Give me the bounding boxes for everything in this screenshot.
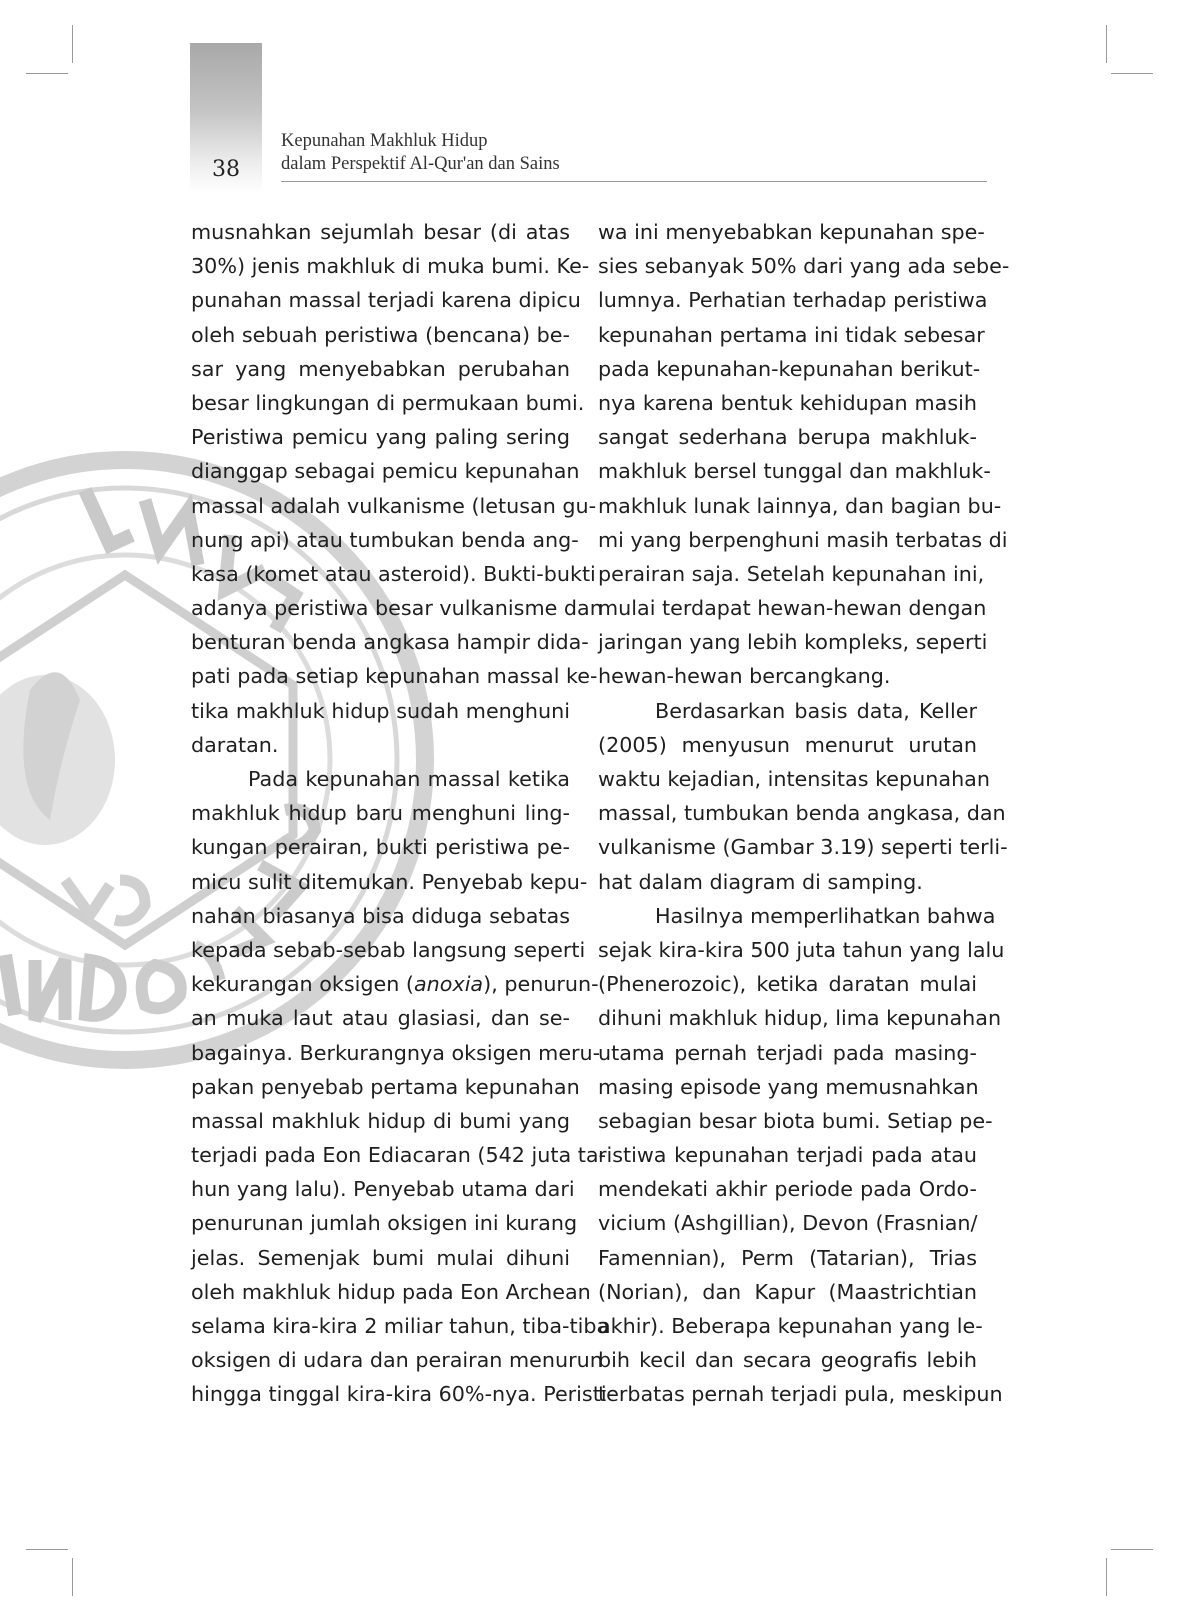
text-line: besar lingkungan di permukaan bumi.	[191, 390, 585, 415]
text-line: dihuni makhluk hidup, lima kepunahan	[598, 1006, 1002, 1031]
crop-mark	[1111, 1549, 1153, 1550]
text-line: (Phenerozoic), ketika daratan mulai	[598, 972, 977, 997]
header-rule	[281, 181, 987, 182]
text-line: hun yang lalu). Penyebab utama dari	[191, 1177, 575, 1202]
text-line: sebagian besar biota bumi. Setiap pe-	[598, 1108, 993, 1133]
text-line: perairan saja. Setelah kepunahan ini,	[598, 561, 985, 586]
italic-term: anoxia	[414, 972, 484, 997]
text-line: Peristiwa pemicu yang paling sering	[191, 425, 570, 450]
text-line: makhluk hidup baru menghuni ling-	[191, 801, 570, 826]
text-line: terjadi pada Eon Ediacaran (542 juta ta-	[191, 1143, 606, 1168]
text-line: akhir). Beberapa kepunahan yang le-	[598, 1314, 983, 1338]
crop-mark	[1106, 25, 1107, 63]
text-line: selama kira-kira 2 miliar tahun, tiba-tiba	[191, 1314, 610, 1338]
paragraph-end-line: hewan-hewan bercangkang.	[598, 664, 891, 689]
text-line: punahan massal terjadi karena dipicu	[191, 288, 581, 313]
text-line: makhluk lunak lainnya, dan bagian bu-	[598, 493, 1002, 518]
text-line: nahan biasanya bisa diduga sebatas	[191, 903, 570, 928]
running-head	[281, 130, 560, 176]
text-line: waktu kejadian, intensitas kepunahan	[598, 767, 990, 791]
text-line: massal, tumbukan benda angkasa, dan	[598, 801, 1006, 826]
text-line: kasa (komet atau asteroid). Bukti-bukti	[191, 561, 596, 586]
left-column	[191, 215, 615, 1412]
text-line: massal adalah vulkanisme (letusan gu-	[191, 493, 597, 518]
text-line: benturan benda angkasa hampir dida-	[191, 630, 589, 655]
text-line: dianggap sebagai pemicu kepunahan	[191, 459, 580, 484]
text-line: wa ini menyebabkan kepunahan spe-	[598, 220, 985, 244]
paragraph-end-line: hat dalam diagram di samping.	[598, 869, 923, 894]
text-line: lumnya. Perhatian terhadap peristiwa	[598, 288, 988, 313]
text-line: (Norian), dan Kapur (Maastrichtian	[598, 1279, 977, 1304]
text-line: mi yang berpenghuni masih terbatas di	[598, 527, 1008, 552]
text-line: micu sulit ditemukan. Penyebab kepu-	[191, 869, 588, 894]
paragraph-first-line: Pada kepunahan massal ketika	[248, 767, 570, 791]
text-line: tika makhluk hidup sudah menghuni	[191, 698, 570, 723]
text-line: bih kecil dan secara geografis lebih	[598, 1348, 977, 1373]
text-line: hingga tinggal kira-kira 60%-nya. Peristi-	[191, 1382, 615, 1407]
running-title-line-1: Kepunahan Makhluk Hidup	[281, 131, 488, 151]
text-line: utama pernah terjadi pada masing-	[598, 1040, 977, 1065]
text-line: sangat sederhana berupa makhluk-	[598, 425, 977, 450]
text-line: (2005) menyusun menurut urutan	[598, 732, 977, 757]
text-line: jelas. Semenjak bumi mulai dihuni	[191, 1245, 570, 1270]
crop-mark	[72, 25, 73, 63]
text-line: pada kepunahan-kepunahan berikut-	[598, 356, 981, 381]
text-line: kepada sebab-sebab langsung seperti	[191, 937, 586, 962]
text-line: pakan penyebab pertama kepunahan	[191, 1074, 580, 1099]
text-line: mendekati akhir periode pada Ordo-	[598, 1177, 977, 1202]
text-fragment: ), penurun-	[483, 972, 599, 997]
text-line: musnahkan sejumlah besar (di atas	[191, 220, 570, 244]
text-line: mulai terdapat hewan-hewan dengan	[598, 596, 987, 621]
page-number: 38	[212, 157, 240, 182]
text-line: oksigen di udara dan perairan menurun	[191, 1348, 603, 1373]
text-line: sies sebanyak 50% dari yang ada sebe-	[598, 254, 1010, 279]
text-line: bagainya. Berkurangnya oksigen meru-	[191, 1040, 601, 1065]
text-line: sar yang menyebabkan perubahan	[191, 356, 570, 381]
text-line: kepunahan pertama ini tidak sebesar	[598, 322, 985, 347]
text-line: jaringan yang lebih kompleks, seperti	[598, 630, 988, 655]
crop-mark	[72, 1558, 73, 1596]
text-line: kungan perairan, bukti peristiwa pe-	[191, 835, 570, 860]
text-line: sejak kira-kira 500 juta tahun yang lalu	[598, 937, 1005, 962]
text-line: pati pada setiap kepunahan massal ke-	[191, 664, 598, 689]
paragraph-first-line: Berdasarkan basis data, Keller	[655, 698, 977, 723]
paragraph-end-line: daratan.	[191, 732, 279, 757]
crop-mark	[26, 1549, 68, 1550]
crop-mark	[1111, 73, 1153, 74]
text-line: terbatas pernah terjadi pula, meskipun	[598, 1382, 1003, 1407]
right-column	[598, 215, 1010, 1412]
text-line: vulkanisme (Gambar 3.19) seperti terli-	[598, 835, 1008, 860]
text-line-with-italic	[191, 967, 599, 1001]
text-line: vicium (Ashgillian), Devon (Frasnian/	[598, 1211, 978, 1236]
crop-mark	[1106, 1558, 1107, 1596]
text-line: makhluk bersel tunggal dan makhluk-	[598, 459, 991, 484]
text-line: Famennian), Perm (Tatarian), Trias	[598, 1245, 977, 1270]
text-line: penurunan jumlah oksigen ini kurang	[191, 1211, 578, 1236]
text-line: massal makhluk hidup di bumi yang	[191, 1108, 570, 1133]
running-title-line-2: dalam Perspektif Al-Qur'an dan Sains	[281, 154, 560, 174]
text-line: ristiwa kepunahan terjadi pada atau	[598, 1143, 977, 1168]
text-line: adanya peristiwa besar vulkanisme dan	[191, 596, 603, 621]
text-fragment: kekurangan oksigen (	[191, 972, 414, 997]
text-line: an muka laut atau glasiasi, dan se-	[191, 1006, 570, 1031]
paragraph-first-line: Hasilnya memperlihatkan bahwa	[655, 903, 996, 928]
text-line: 30%) jenis makhluk di muka bumi. Ke-	[191, 254, 590, 279]
text-line: oleh makhluk hidup pada Eon Archean	[191, 1279, 591, 1304]
text-line: nung api) atau tumbukan benda ang-	[191, 527, 579, 552]
text-line: masing episode yang memusnahkan	[598, 1074, 979, 1099]
text-line: nya karena bentuk kehidupan masih	[598, 390, 977, 415]
crop-mark	[26, 73, 68, 74]
text-line: oleh sebuah peristiwa (bencana) be-	[191, 322, 570, 347]
